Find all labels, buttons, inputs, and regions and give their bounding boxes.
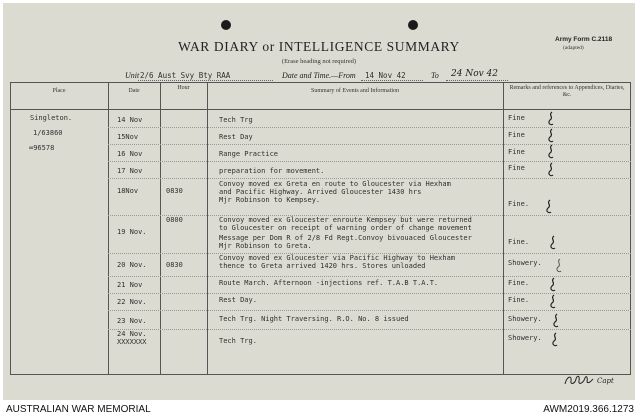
summary-column-header: Summary of Events and Information xyxy=(311,88,399,94)
entry-date: 21 Nov xyxy=(117,281,143,289)
place-line: 1/63860 xyxy=(33,129,63,137)
initials-mark xyxy=(548,277,558,293)
entry-remarks: Fine xyxy=(508,148,525,156)
initials-mark xyxy=(544,199,554,215)
entry-date: 24 Nov. xyxy=(117,330,147,338)
entry-summary: Range Practice xyxy=(219,150,279,158)
entry-date: 19 Nov. xyxy=(117,228,147,236)
entry-summary: Convoy moved ex Greta en route to Gloucester via Hexham xyxy=(219,180,451,188)
row-separator xyxy=(108,178,631,179)
initials-mark xyxy=(546,162,556,178)
date-column-divider xyxy=(160,82,161,374)
entry-summary: Message per Dom R of 2/8 Fd Regt.Convoy bivouaced Gloucester xyxy=(219,234,472,242)
entry-date-struck: XXXXXXX xyxy=(117,338,147,346)
entry-remarks: Fine. xyxy=(508,279,530,287)
hour-column-header: Hour xyxy=(177,85,190,91)
entry-summary: Rest Day. xyxy=(219,296,257,304)
initials-mark xyxy=(546,111,556,127)
unit-value: 2/6 Aust Svy Bty RAA xyxy=(140,71,231,80)
place-line: ∞96578 xyxy=(29,144,55,152)
entry-hour: 0830 xyxy=(166,187,183,195)
entry-remarks: Fine. xyxy=(508,200,530,208)
entry-remarks: Showery. xyxy=(508,334,542,342)
entry-summary: Tech Trg xyxy=(219,116,253,124)
hour-column-divider xyxy=(207,82,208,374)
entry-remarks: Showery. xyxy=(508,315,542,323)
place-column-header: Place xyxy=(52,88,66,94)
unit-label: Unit xyxy=(125,71,140,80)
entry-remarks: Fine. xyxy=(508,296,530,304)
form-number: Army Form C.2118 xyxy=(555,36,613,43)
form-subtitle: (Erase heading not required) xyxy=(281,58,357,65)
place-column-divider xyxy=(108,82,109,374)
date-to-underline xyxy=(446,80,508,81)
entry-summary: Convoy moved ex Gloucester via Pacific Highway to Hexham xyxy=(219,254,456,262)
date-time-label: Date and Time.—From xyxy=(282,71,356,80)
form-title: WAR DIARY or INTELLIGENCE SUMMARY xyxy=(178,39,460,54)
date-column-header: Date xyxy=(128,88,140,94)
entry-summary: thence to Greta arrived 1420 hrs. Stores unloaded xyxy=(219,262,426,270)
initials-mark xyxy=(546,128,556,144)
unit-underline xyxy=(138,80,273,81)
entry-summary: Route March. Afternoon -injections ref. T.A.B T.A.T. xyxy=(219,279,439,287)
entry-summary: Tech Trg. Night Traversing. R.O. No. 8 issued xyxy=(219,315,409,323)
entry-date: 16 Nov xyxy=(117,150,143,158)
form-adapted-note: (adapted) xyxy=(563,45,584,51)
entry-remarks: Fine xyxy=(508,164,525,172)
entry-date: 18Nov xyxy=(117,187,139,195)
initials-mark xyxy=(546,144,556,160)
footer-accession-number: AWM2019.366.1273 xyxy=(543,404,634,415)
entry-summary: Mjr Robinson to Greta. xyxy=(219,242,312,250)
date-from-underline xyxy=(361,80,423,81)
entry-date: 14 Nov xyxy=(117,116,143,124)
officer-signature xyxy=(563,372,623,388)
initials-mark xyxy=(554,258,564,274)
entry-summary: Convoy moved ex Gloucester enroute Kempsey but were returned xyxy=(219,216,472,224)
table-bottom-border xyxy=(10,374,631,375)
punch-hole xyxy=(408,20,418,30)
entry-summary: Rest Day xyxy=(219,133,253,141)
war-diary-form xyxy=(3,3,635,400)
table-header-border xyxy=(10,109,631,110)
entry-date: 22 Nov. xyxy=(117,298,147,306)
entry-hour: 0830 xyxy=(166,261,183,269)
to-label: To xyxy=(431,71,439,80)
signature-rank: Capt xyxy=(597,377,614,385)
entry-remarks: Fine xyxy=(508,114,525,122)
table-left-border xyxy=(10,82,11,374)
entry-date: 20 Nov. xyxy=(117,261,147,269)
summary-column-divider xyxy=(503,82,504,374)
entry-remarks: Fine. xyxy=(508,238,530,246)
row-separator xyxy=(108,329,631,330)
row-separator xyxy=(108,310,631,311)
entry-summary: Tech Trg. xyxy=(219,337,257,345)
table-right-border xyxy=(630,82,631,374)
footer-institution: AUSTRALIAN WAR MEMORIAL xyxy=(6,404,151,415)
entry-hour: 0800 xyxy=(166,216,183,224)
initials-mark xyxy=(550,332,560,348)
entry-summary: to Gloucester on receipt of warning order of change movement xyxy=(219,224,472,232)
place-line: Singleton. xyxy=(30,114,73,122)
date-from-value: 14 Nov 42 xyxy=(365,71,406,80)
table-top-border xyxy=(10,82,631,83)
entry-summary: preparation for movement. xyxy=(219,167,325,175)
entry-summary: Mjr Robinson to Kempsey. xyxy=(219,196,321,204)
entry-date: 17 Nov xyxy=(117,167,143,175)
date-to-value: 24 Nov 42 xyxy=(451,69,499,79)
entry-remarks: Showery. xyxy=(508,259,542,267)
punch-hole xyxy=(221,20,231,30)
entry-date: 23 Nov. xyxy=(117,317,147,325)
entry-remarks: Fine xyxy=(508,131,525,139)
initials-mark xyxy=(551,313,561,329)
entry-summary: and Pacific Highway. Arrived Gloucester 1430 hrs xyxy=(219,188,422,196)
initials-mark xyxy=(548,294,558,310)
remarks-column-header: Remarks and references to Appendices, Diaries, &c. xyxy=(509,85,625,98)
initials-mark xyxy=(548,235,558,251)
entry-date: 15Nov xyxy=(117,133,139,141)
